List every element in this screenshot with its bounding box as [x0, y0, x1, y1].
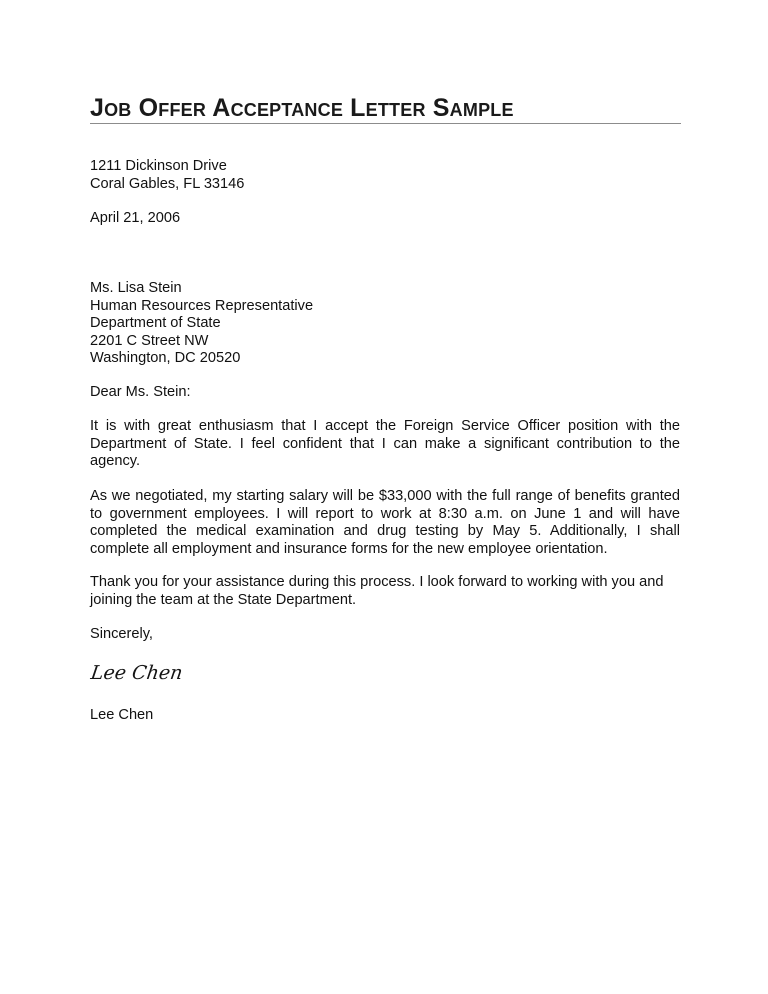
body-paragraph-3	[90, 574, 680, 609]
document-title: Job Offer Acceptance Letter Sample	[90, 94, 514, 122]
recipient-title: Human Resources Representative	[90, 297, 314, 314]
recipient-street: 2201 C Street NW	[90, 332, 209, 349]
closing-text: Sincerely,	[90, 626, 153, 642]
sender-street: 1211 Dickinson Drive	[90, 158, 227, 174]
salutation	[90, 384, 680, 402]
recipient-city-state-zip: Washington, DC 20520	[90, 350, 241, 367]
recipient-name: Ms. Lisa Stein	[90, 280, 182, 296]
title-underline	[90, 123, 681, 124]
closing	[90, 626, 680, 644]
body-paragraph-1	[90, 418, 680, 471]
printed-name	[90, 707, 680, 725]
sender-city-state-zip: Coral Gables, FL 33146	[90, 175, 245, 192]
printed-name-text: Lee Chen	[90, 707, 154, 723]
paragraph-text: It is with great enthusiasm that I accept the Foreign Service Officer position with the Department of State. I feel confident that I can make a significant contribution to the agency.	[90, 418, 680, 470]
handwritten-signature: Lee Chen	[89, 662, 184, 684]
paragraph-text: As we negotiated, my starting salary will be $33,000 with the full range of benefits granted to government employees. I will report to work at 8:30 a.m. on June 1 and will have completed the medical examination and drug testing by May 5. Additionally, I shall complete all employment and insurance forms for the new employee orientation.	[90, 488, 680, 557]
salutation-text: Dear Ms. Stein:	[90, 384, 191, 400]
body-paragraph-2	[90, 488, 680, 558]
date-text: April 21, 2006	[90, 210, 181, 226]
paragraph-text: Thank you for your assistance during this process. I look forward to working with you and joining the team at the State Department.	[90, 574, 664, 608]
sender-address	[90, 158, 680, 193]
letter-date	[90, 210, 680, 228]
recipient-organization: Department of State	[90, 315, 221, 332]
recipient-address	[90, 280, 680, 368]
